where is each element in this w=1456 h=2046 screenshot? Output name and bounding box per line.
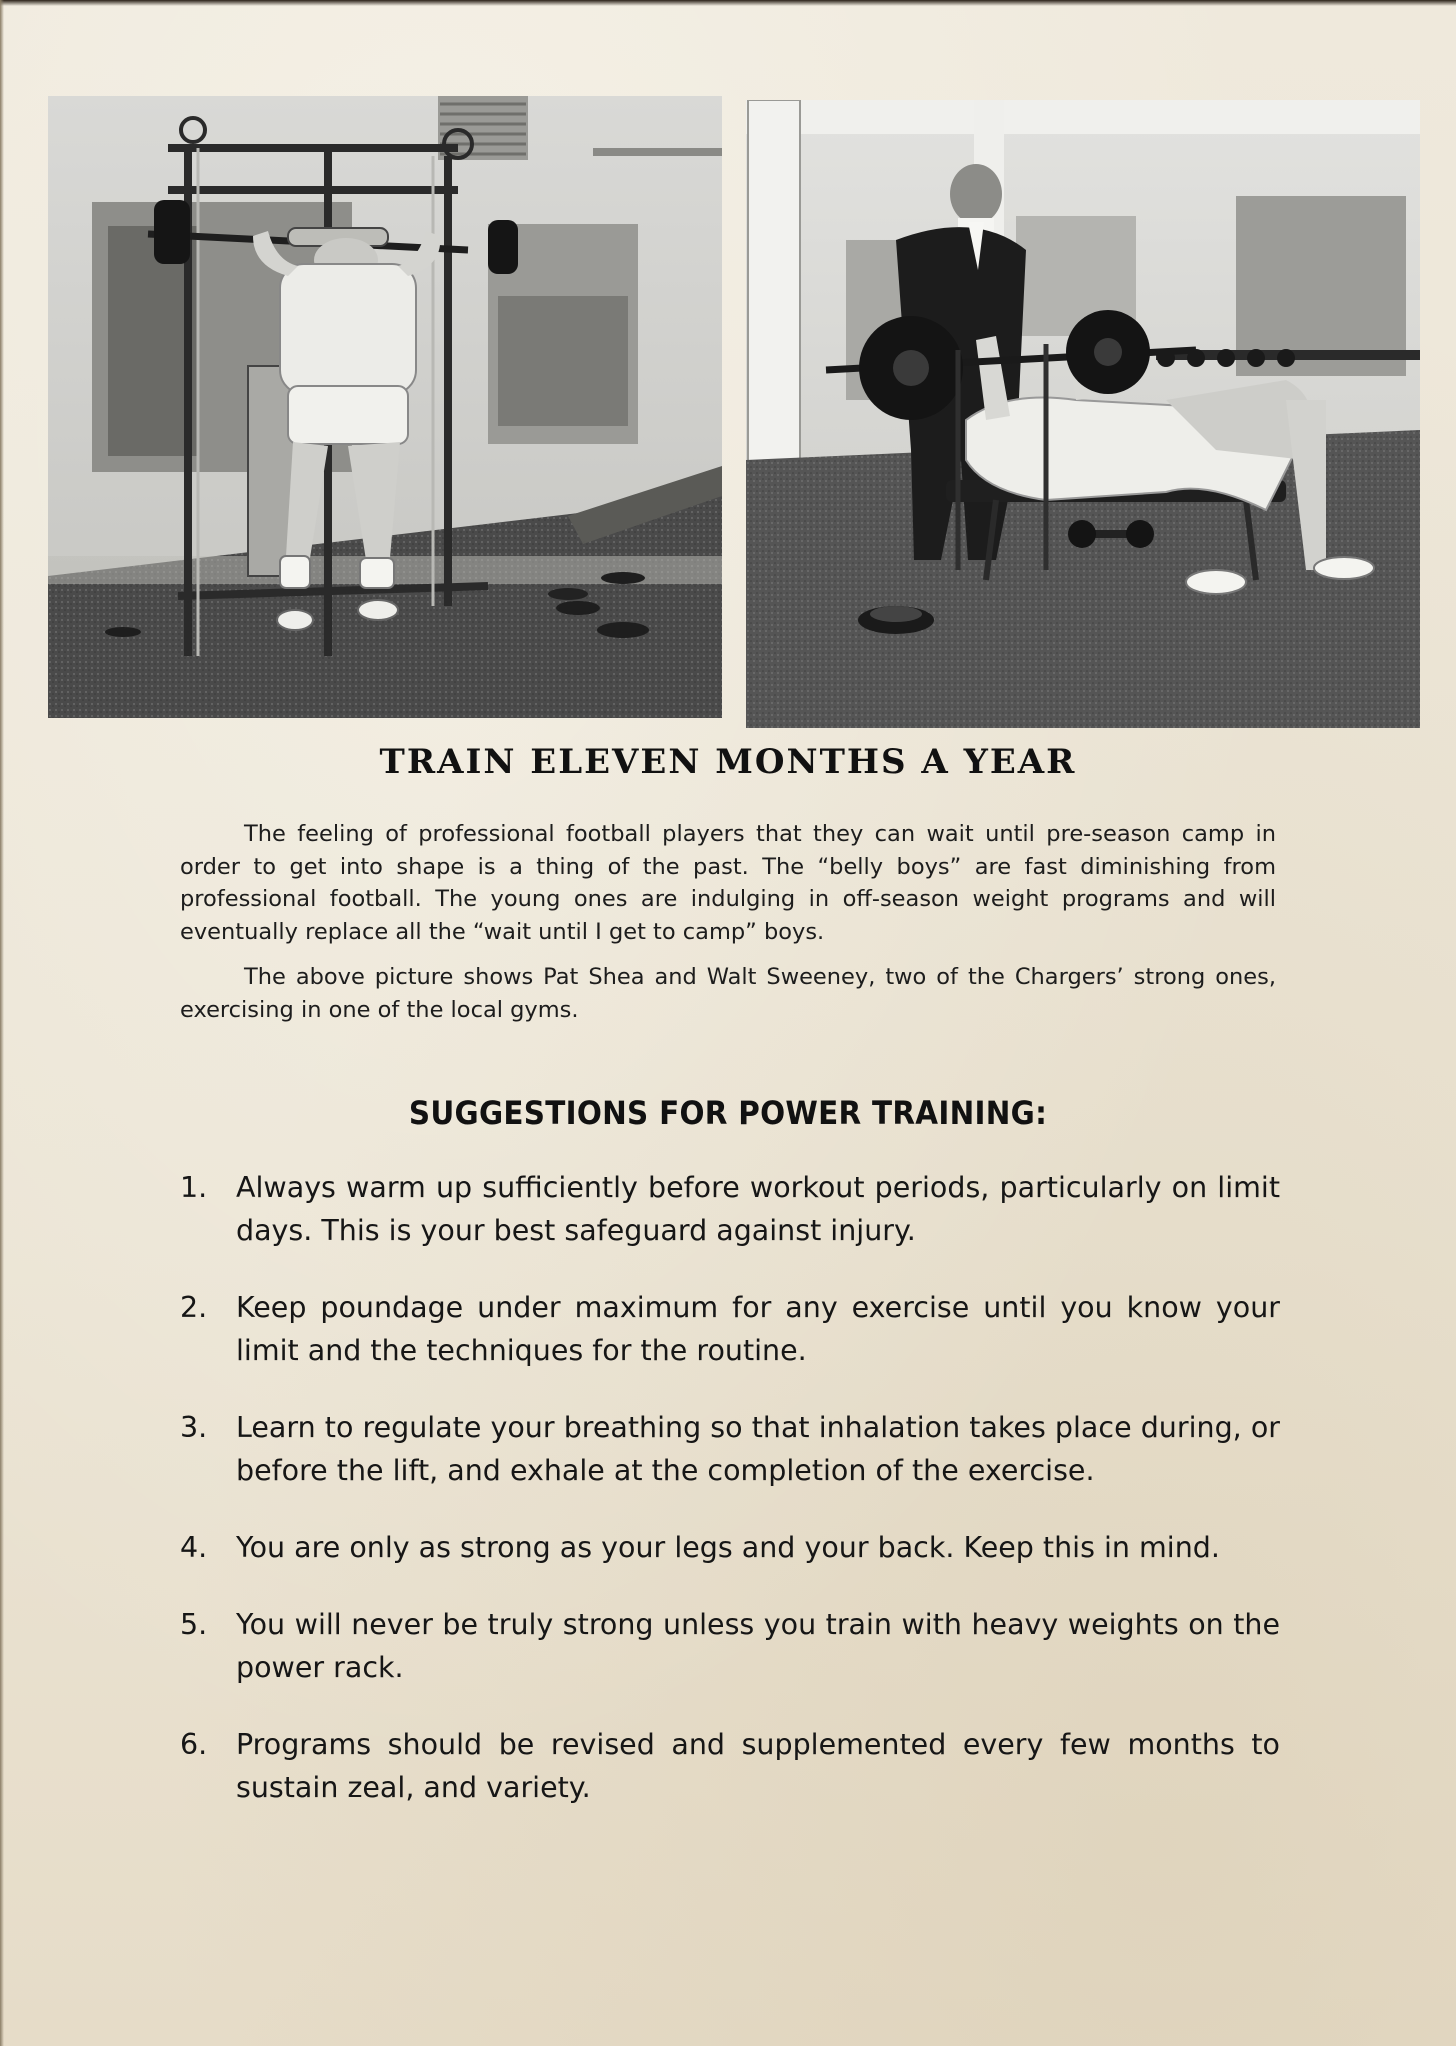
- caption-paragraph-2: [180, 961, 1276, 1026]
- list-item: [180, 1406, 1280, 1492]
- photo-power-rack-squat: [48, 96, 722, 718]
- list-item: [180, 1286, 1280, 1372]
- list-item: [180, 1603, 1280, 1689]
- caption-text-2: The above picture shows Pat Shea and Walt Sweeney, two of the Chargers’ strong ones, exercising in one of the local gyms.: [180, 964, 1276, 1023]
- list-number: 2.: [180, 1291, 208, 1324]
- caption-text-1: The feeling of professional football players that they can wait until pre-season camp in order to get into shape is a thing of the past. The “belly boys” are fast diminishing from professional football. The young ones are indulging in off-season weight programs and will eventually replace all the “wait until I get to camp” boys.: [180, 821, 1276, 945]
- page-binding-edge: [0, 0, 4, 2046]
- page-top-edge: [0, 0, 1456, 6]
- list-text: Learn to regulate your breathing so that inhalation takes place during, or before the lift, and exhale at the completion of the exercise.: [236, 1411, 1280, 1487]
- list-number: 1.: [180, 1171, 208, 1204]
- list-text: Programs should be revised and supplemented every few months to sustain zeal, and variety.: [236, 1728, 1280, 1804]
- list-text: Always warm up sufficiently before workout periods, particularly on limit days. This is your best safeguard against injury.: [236, 1171, 1280, 1247]
- section-title: SUGGESTIONS FOR POWER TRAINING:: [408, 1094, 1048, 1132]
- list-text: You will never be truly strong unless you train with heavy weights on the power rack.: [236, 1608, 1280, 1684]
- caption-paragraph-1: [180, 818, 1276, 948]
- headline: TRAIN ELEVEN MONTHS A YEAR: [379, 742, 1077, 782]
- list-number: 6.: [180, 1728, 208, 1761]
- list-text: You are only as strong as your legs and your back. Keep this in mind.: [236, 1531, 1220, 1564]
- list-number: 4.: [180, 1531, 208, 1564]
- photo-bench-press: [746, 100, 1420, 728]
- list-number: 3.: [180, 1411, 208, 1444]
- list-item: [180, 1166, 1280, 1252]
- list-item: [180, 1526, 1280, 1569]
- list-number: 5.: [180, 1608, 208, 1641]
- list-item: [180, 1723, 1280, 1809]
- suggestions-list: [180, 1166, 1280, 1843]
- list-text: Keep poundage under maximum for any exercise until you know your limit and the techniques for the routine.: [236, 1291, 1280, 1367]
